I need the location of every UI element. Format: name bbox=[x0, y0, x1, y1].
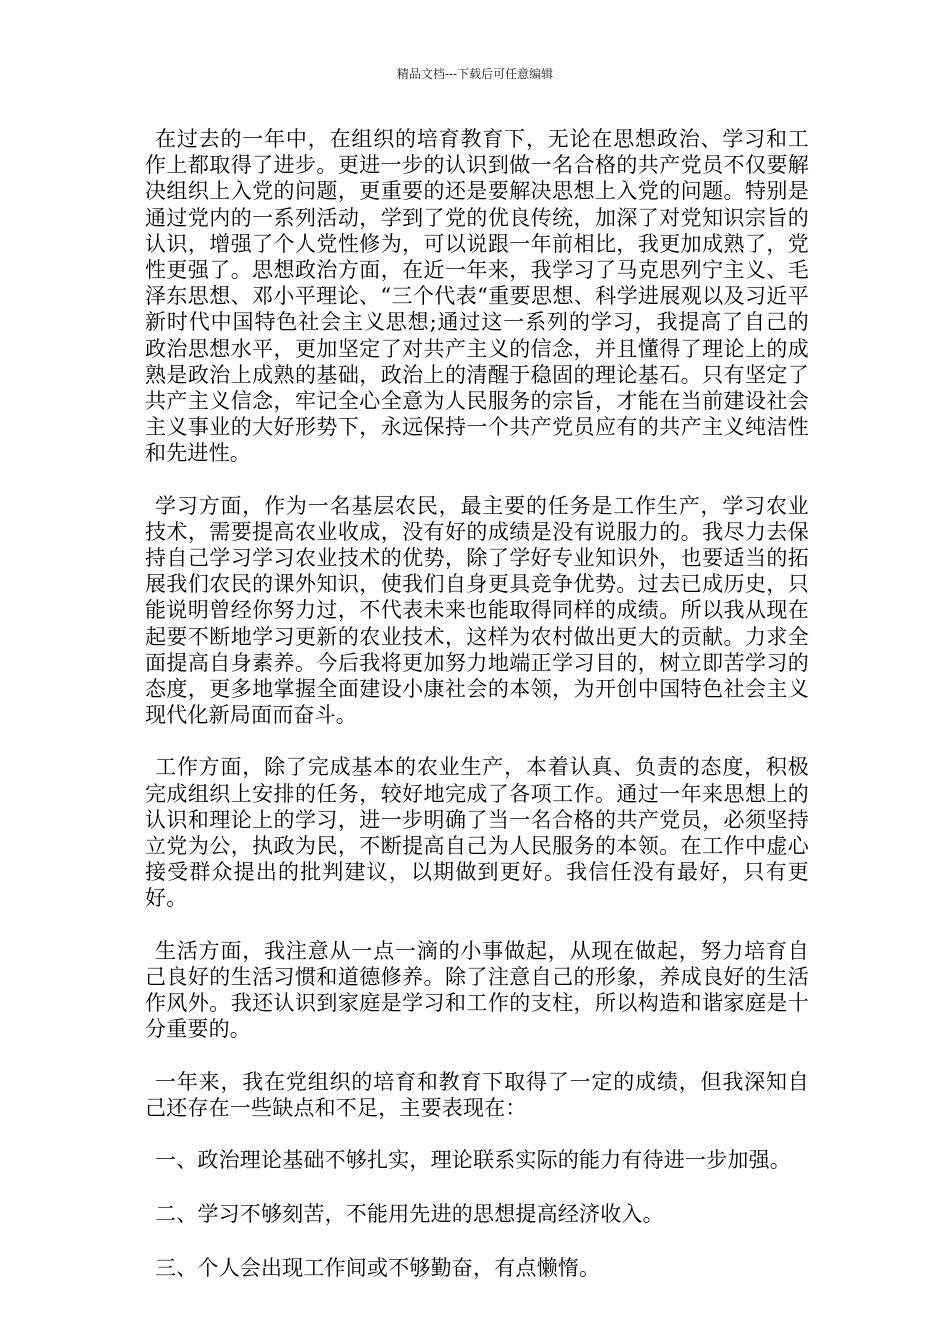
page-header: 精品文档---下载后可任意编辑 bbox=[396, 67, 554, 81]
document-body bbox=[145, 126, 809, 1310]
shortcoming-item-1: 一、政治理论基础不够扎实，理论联系实际的能力有待进一步加强。 bbox=[155, 1147, 791, 1172]
paragraph-political: 在过去的一年中，在组织的培育教育下，无论在思想政治、学习和工作上都取得了进步。更进一步的认识到做一名合格的共产党员不仅要解决组织上入党的问题，更重要的还是要解决思想上入党的问题。特别是通过党内的一系列活动，学到了党的优良传统，加深了对党知识宗旨的认识，增强了个人党性修为，可以说跟一年前相比，我更加成熟了，党性更强了。思想政治方面，在近一年来，我学习了马克思列宁主义、毛泽东思想、邓小平理论、“三个代表“重要思想、科学进展观以及习近平新时代中国特色社会主义思想;通过这一系列的学习，我提高了自己的政治思想水平，更加坚定了对共产主义的信念，并且懂得了理论上的成熟是政治上成熟的基础，政治上的清醒于稳固的理论基石。只有坚定了共产主义信念，牢记全心全意为人民服务的宗旨，才能在当前建设社会主义事业的大好形势下，永远保持一个共产党员应有的共产主义纯洁性和先进性。 bbox=[145, 127, 809, 466]
paragraph-summary: 一年来，我在党组织的培育和教育下取得了一定的成绩，但我深知自己还存在一些缺点和不足，主要表现在： bbox=[145, 1069, 809, 1120]
paragraph-life: 生活方面，我注意从一点一滴的小事做起，从现在做起，努力培育自己良好的生活习惯和道德修养。除了注意自己的形象，养成良好的生活作风外。我还认识到家庭是学习和工作的支柱，所以构造和谐家庭是十分重要的。 bbox=[145, 938, 809, 1042]
shortcoming-item-2: 二、学习不够刻苦，不能用先进的思想提高经济收入。 bbox=[155, 1202, 664, 1227]
paragraph-work: 工作方面，除了完成基本的农业生产，本着认真、负责的态度，积极完成组织上安排的任务，较好地完成了各项工作。通过一年来思想上的认识和理论上的学习，进一步明确了当一名合格的共产党员，必须坚持立党为公，执政为民，不断提高自己为人民服务的本领。在工作中虚心接受群众提出的批判建议，以期做到更好。我信任没有最好，只有更好。 bbox=[145, 755, 809, 911]
paragraph-study: 学习方面，作为一名基层农民，最主要的任务是工作生产，学习农业技术，需要提高农业收成，没有好的成绩是没有说服力的。我尽力去保持自己学习学习农业技术的优势，除了学好专业知识外，也要适当的拓展我们农民的课外知识，使我们自身更具竞争优势。过去已成历史，只能说明曾经你努力过，不代表未来也能取得同样的成绩。所以我从现在起要不断地学习更新的农业技术，这样为农村做出更大的贡献。力求全面提高自身素养。今后我将更加努力地端正学习目的，树立即苦学习的态度，更多地掌握全面建设小康社会的本领，为开创中国特色社会主义现代化新局面而奋斗。 bbox=[145, 493, 809, 728]
shortcoming-item-3: 三、个人会出现工作间或不够勤奋，有点懒惰。 bbox=[155, 1256, 601, 1281]
